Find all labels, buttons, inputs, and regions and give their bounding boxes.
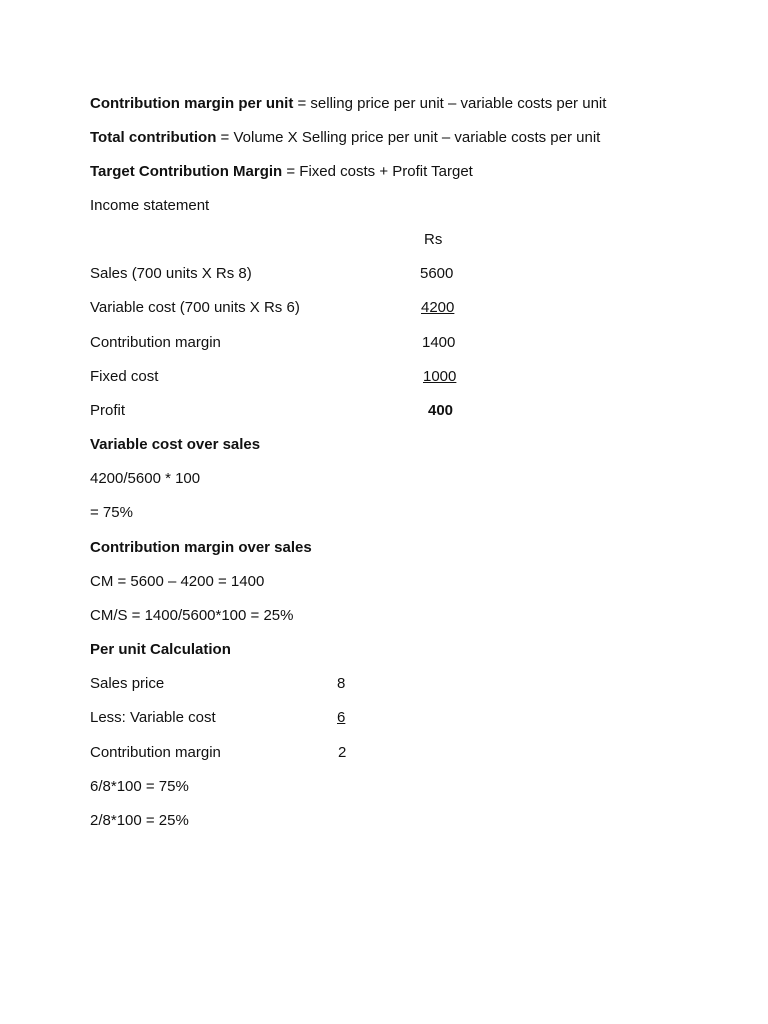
- calculation-line: CM = 5600 – 4200 = 1400: [90, 573, 265, 590]
- ratio-line: 6/8*100 = 75%: [90, 778, 189, 795]
- definition-formula: = selling price per unit – variable costs per unit: [293, 95, 607, 112]
- definition-total-contribution: [90, 128, 600, 148]
- definition-term: Total contribution: [90, 129, 217, 146]
- per-unit-row-amount: 2: [338, 744, 347, 761]
- definition-target-cm: [90, 162, 473, 182]
- calculation-line: CM/S = 1400/5600*100 = 25%: [90, 607, 294, 624]
- income-row-amount: 400: [428, 402, 454, 419]
- definition-formula: = Volume X Selling price per unit – variable costs per unit: [216, 129, 601, 146]
- definition-cm-per-unit: [90, 94, 606, 114]
- ratio-line: 2/8*100 = 25%: [90, 812, 189, 829]
- per-unit-row-label: Contribution margin: [90, 744, 221, 761]
- definition-formula: = Fixed costs + Profit Target: [282, 163, 473, 180]
- section-heading: Per unit Calculation: [90, 641, 231, 658]
- income-row-amount: 1000: [423, 368, 457, 385]
- income-row-amount: 5600: [420, 265, 454, 282]
- income-row-label: Contribution margin: [90, 334, 221, 351]
- per-unit-row-label: Sales price: [90, 675, 165, 692]
- income-row-amount: 1400: [422, 334, 456, 351]
- per-unit-row-amount: 6: [337, 709, 346, 726]
- income-row-label: Variable cost (700 units X Rs 6): [90, 299, 300, 316]
- section-heading: Contribution margin over sales: [90, 539, 312, 556]
- income-statement-title: Income statement: [90, 197, 210, 214]
- income-row-label: Sales (700 units X Rs 8): [90, 265, 252, 282]
- income-row-amount: 4200: [421, 299, 455, 316]
- currency-header: Rs: [424, 231, 443, 248]
- income-row-label: Profit: [90, 402, 126, 419]
- calculation-result: = 75%: [90, 504, 133, 521]
- definition-term: Target Contribution Margin: [90, 163, 283, 180]
- definition-term: Contribution margin per unit: [90, 95, 294, 112]
- per-unit-row-amount: 8: [337, 675, 346, 692]
- section-heading: Variable cost over sales: [90, 436, 261, 453]
- calculation-line: 4200/5600 * 100: [90, 470, 201, 487]
- income-row-label: Fixed cost: [90, 368, 159, 385]
- per-unit-row-label: Less: Variable cost: [90, 709, 216, 726]
